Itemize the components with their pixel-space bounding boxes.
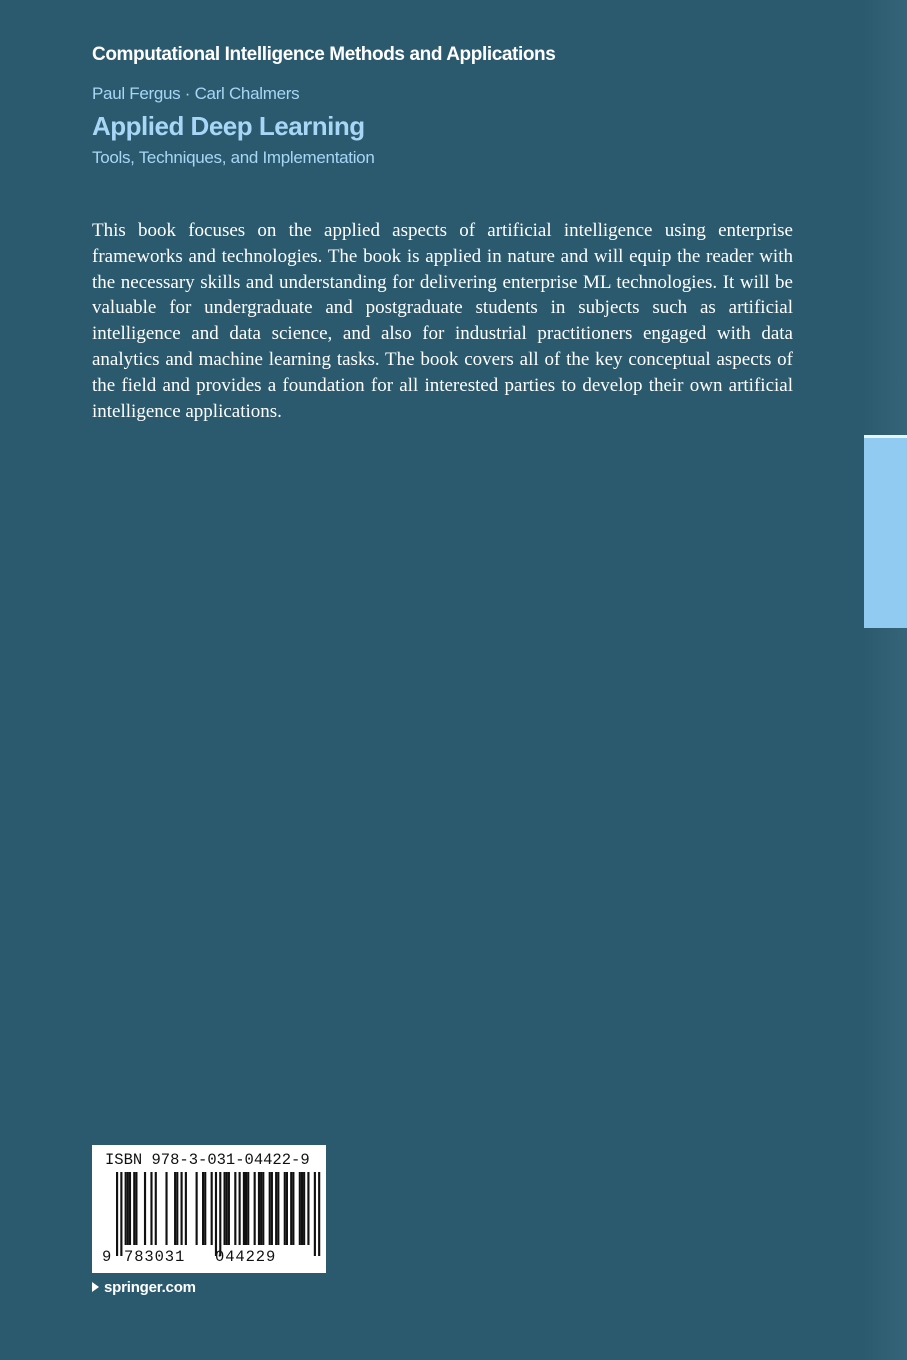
barcode-bar xyxy=(271,1172,273,1245)
barcode-bar xyxy=(269,1172,271,1245)
barcode-bar xyxy=(277,1172,279,1245)
barcode-digits-right: 044229 xyxy=(215,1248,277,1266)
barcode-guard-bar xyxy=(116,1172,118,1256)
barcode-bar xyxy=(165,1172,167,1245)
barcode-bar xyxy=(224,1172,226,1245)
barcode-guard-bar xyxy=(318,1172,320,1256)
barcode-bar xyxy=(286,1172,288,1245)
barcode-guard-bar xyxy=(215,1172,217,1256)
barcode-bar xyxy=(299,1172,301,1245)
barcode-bar xyxy=(275,1172,277,1245)
book-subtitle: Tools, Techniques, and Implementation xyxy=(92,148,375,167)
barcode-digit-prefix: 9 xyxy=(102,1248,113,1266)
barcode-bar xyxy=(125,1172,127,1245)
barcode-bar xyxy=(196,1172,198,1245)
barcode-bar xyxy=(202,1172,204,1245)
barcode-bar xyxy=(204,1172,206,1245)
barcode-bar xyxy=(258,1172,260,1245)
barcode-bar xyxy=(247,1172,249,1245)
isbn-barcode-label xyxy=(92,1145,326,1273)
barcode-bar xyxy=(155,1172,157,1245)
barcode-bar xyxy=(181,1172,183,1245)
barcode-bar xyxy=(292,1172,294,1245)
barcode-bar xyxy=(211,1172,213,1245)
barcode-bar xyxy=(127,1172,129,1245)
barcode-bar xyxy=(254,1172,256,1245)
barcode-guard-bar xyxy=(219,1172,221,1256)
barcode-bar xyxy=(226,1172,228,1245)
arrow-right-icon xyxy=(92,1282,99,1292)
book-title: Applied Deep Learning xyxy=(92,111,365,141)
barcode-bar xyxy=(129,1172,131,1245)
barcode-bar xyxy=(284,1172,286,1245)
barcode-bar xyxy=(174,1172,176,1245)
barcode-guard-bar xyxy=(120,1172,122,1256)
book-description: This book focuses on the applied aspects of artificial intelligence using enterprise frameworks and technologies. The book is applied in nature and will equip the reader with the necessary skills and understanding for delivering enterprise ML technologies. It will be valuable for undergraduate and postgraduate students in subjects such as artificial intelligence and data science, and also for industrial practitioners engaged with data analytics and machine learning tasks. The book covers all of the key conceptual aspects of the field and provides a foundation for all interested parties to develop their own artificial intelligence applications. xyxy=(92,220,793,422)
barcode-bar xyxy=(133,1172,135,1245)
publisher-url[interactable]: springer.com xyxy=(104,1279,196,1296)
barcode-bar xyxy=(262,1172,264,1245)
barcode-bar xyxy=(245,1172,247,1245)
barcode-bar xyxy=(303,1172,305,1245)
barcode-digits-left: 783031 xyxy=(124,1248,186,1266)
isbn-number: ISBN 978-3-031-04422-9 xyxy=(105,1151,310,1169)
barcode-bar xyxy=(239,1172,241,1245)
publisher-link[interactable] xyxy=(92,1279,196,1296)
barcode-bar xyxy=(185,1172,187,1245)
barcode-bar xyxy=(234,1172,236,1245)
barcode-bar xyxy=(260,1172,262,1245)
barcode-bar xyxy=(135,1172,137,1245)
barcode-bar xyxy=(228,1172,230,1245)
book-authors: Paul Fergus · Carl Chalmers xyxy=(92,84,300,103)
barcode-bar xyxy=(150,1172,152,1245)
barcode-bar xyxy=(243,1172,245,1245)
spine-shading xyxy=(863,0,907,1360)
series-title: Computational Intelligence Methods and Applications xyxy=(92,44,556,65)
barcode-bar xyxy=(176,1172,178,1245)
barcode-bar xyxy=(290,1172,292,1245)
barcode-bar xyxy=(144,1172,146,1245)
barcode-guard-bar xyxy=(314,1172,316,1256)
barcode-bar xyxy=(307,1172,309,1245)
color-tab xyxy=(864,435,907,628)
barcode-bar xyxy=(301,1172,303,1245)
